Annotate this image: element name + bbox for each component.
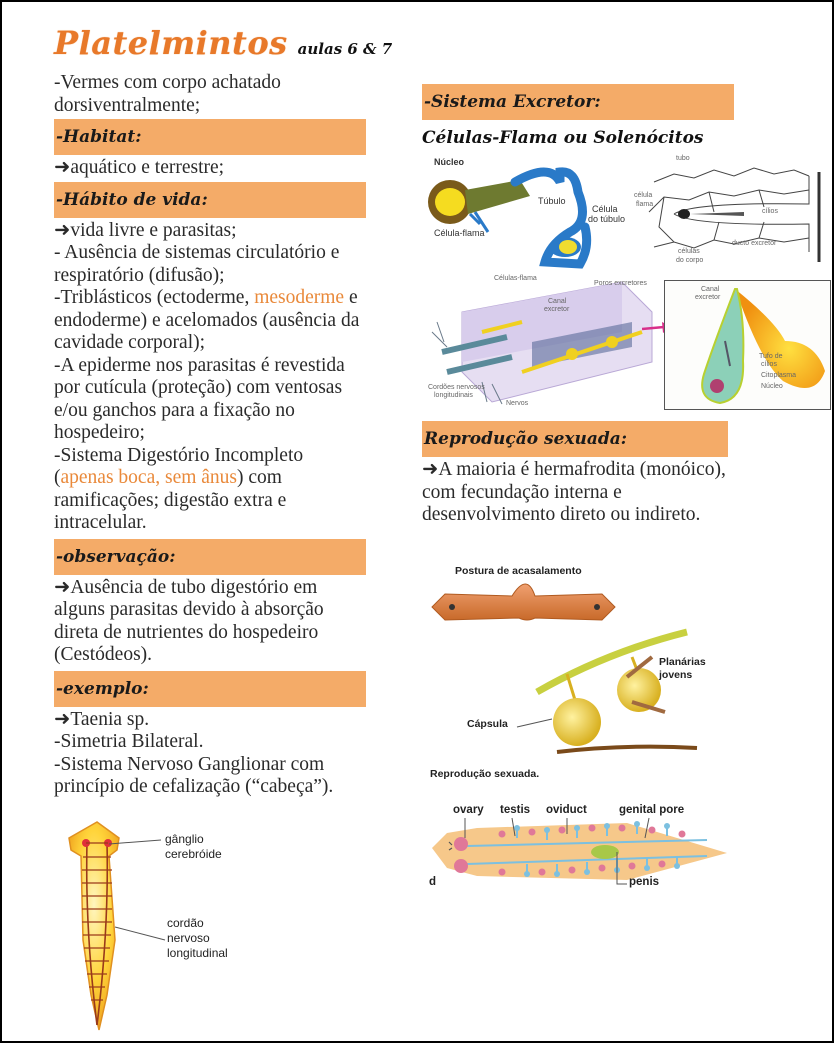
label-excretor: excretor xyxy=(695,294,721,301)
figure-tissue xyxy=(634,152,834,270)
label-celula: célula xyxy=(634,192,653,199)
highlight-boca-anus: apenas boca, sem ânus xyxy=(60,467,238,488)
habito-line-3: -Triblásticos (ectoderme, mesoderme e endoderme) e acelomados (ausência da cavidade corporal); xyxy=(54,287,360,353)
observacao-text: ➜Ausência de tubo digestório em alguns parasitas devido à absorção direta de nutrientes do hospedeiro (Cestódeos). xyxy=(54,576,324,665)
label-d: d xyxy=(429,876,437,888)
section-heading-exemplo: -exemplo: xyxy=(54,671,366,707)
label-planarias: Planárias xyxy=(659,656,706,668)
section-heading-reproducao: Reprodução sexuada: xyxy=(422,421,728,457)
label-testis: testis xyxy=(500,804,531,816)
label-celulas-flama: Células-flama xyxy=(494,275,537,282)
label-nervoso: nervoso xyxy=(167,931,210,945)
label-longitudinais: longitudinais xyxy=(434,392,473,399)
excretory-system-illustration xyxy=(422,272,657,412)
figure-excretory-system xyxy=(422,272,657,412)
exemplo-line-1: ➜Taenia sp. xyxy=(54,708,150,730)
page-header xyxy=(54,24,392,62)
figure-flame-cell xyxy=(420,152,632,270)
excretor-subheading: Células-Flama ou Solenócitos xyxy=(422,128,704,148)
label-tubulo: Túbulo xyxy=(538,196,566,206)
label-nucleo: Núcleo xyxy=(761,383,783,390)
flame-cell-detail-illustration xyxy=(665,281,830,409)
label-longitudinal: longitudinal xyxy=(167,946,228,960)
tissue-illustration xyxy=(634,152,834,270)
exemplo-line-2: -Simetria Bilateral. xyxy=(54,731,204,752)
habito-line-5: -Sistema Digestório Incompleto (apenas boca, sem ânus) com ramificações; digestão extra e intracelular. xyxy=(54,444,304,533)
habito-line-1: ➜vida livre e parasitas; xyxy=(54,219,237,241)
label-excretor: excretor xyxy=(544,306,570,313)
habito-line-4: -A epiderme nos parasitas é revestida por cutícula (proteção) com ventosas e/ou ganchos para a fixação no hospedeiro; xyxy=(54,354,345,443)
label-genital-pore: genital pore xyxy=(619,804,685,816)
anatomy-caption: Reprodução sexuada. xyxy=(430,768,540,780)
label-tufo: Tufo de xyxy=(759,353,783,360)
label-cordao: cordão xyxy=(167,916,204,930)
label-cordoes: Cordões nervosos xyxy=(428,384,485,391)
label-poros: Poros excretores xyxy=(594,280,647,287)
label-nucleo: Núcleo xyxy=(434,157,465,167)
label-celula: Célula xyxy=(592,204,618,214)
intro-text: -Vermes com corpo achatado dorsiventralmente; xyxy=(54,72,281,116)
label-postura: Postura de acasalamento xyxy=(455,565,582,577)
label-celula-flama: Célula-flama xyxy=(434,228,485,238)
label-flama: flama xyxy=(636,201,654,208)
figure-flame-cell-detail xyxy=(664,280,831,410)
label-ganglio: gânglio xyxy=(165,832,204,846)
label-canal: Canal xyxy=(701,286,720,293)
label-oviduct: oviduct xyxy=(546,804,587,816)
label-cilios: cílios xyxy=(762,208,778,215)
label-tubo: tubo xyxy=(676,155,690,162)
label-celulas: células xyxy=(678,248,700,255)
habito-line-2: - Ausência de sistemas circulatório e respiratório (difusão); xyxy=(54,242,340,286)
label-ducto-excretor: ducto excretor xyxy=(732,240,777,247)
section-heading-habito: -Hábito de vida: xyxy=(54,182,366,218)
section-heading-observacao: -observação: xyxy=(54,539,366,575)
section-heading-habitat: -Habitat: xyxy=(54,119,366,155)
label-cilios: cílios xyxy=(761,361,777,368)
label-cerebroide: cerebróide xyxy=(165,847,222,861)
figure-nervous-system xyxy=(57,820,257,1035)
label-citoplasma: Citoplasma xyxy=(761,372,797,379)
label-jovens: jovens xyxy=(659,669,693,681)
highlight-mesoderme: mesoderme xyxy=(254,287,345,308)
figure-mating xyxy=(427,562,717,762)
reproduction-section xyxy=(422,419,732,527)
figure-reproductive-anatomy xyxy=(427,768,732,898)
page-title: Platelmintos xyxy=(54,24,288,62)
label-canal: Canal xyxy=(548,298,567,305)
label-do-tubulo: do túbulo xyxy=(588,214,626,224)
label-capsula: Cápsula xyxy=(467,718,508,730)
left-column xyxy=(54,72,366,799)
label-penis: penis xyxy=(629,876,660,888)
right-column xyxy=(422,82,734,152)
reproductive-anatomy-illustration xyxy=(427,768,732,898)
label-nervos: Nervos xyxy=(506,400,529,407)
label-do-corpo: do corpo xyxy=(676,257,704,264)
leader-lines xyxy=(57,820,257,1035)
label-ovary: ovary xyxy=(453,804,484,816)
exemplo-line-3: -Sistema Nervoso Ganglionar com princípio de cefalização (“cabeça”). xyxy=(54,753,334,797)
page-subtitle: aulas 6 & 7 xyxy=(297,40,393,58)
reproducao-text: ➜A maioria é hermafrodita (monóico), com fecundação interna e desenvolvimento direto ou indireto. xyxy=(422,459,726,525)
habitat-text: ➜aquático e terrestre; xyxy=(54,157,225,178)
section-heading-excretor: -Sistema Excretor: xyxy=(422,84,734,120)
